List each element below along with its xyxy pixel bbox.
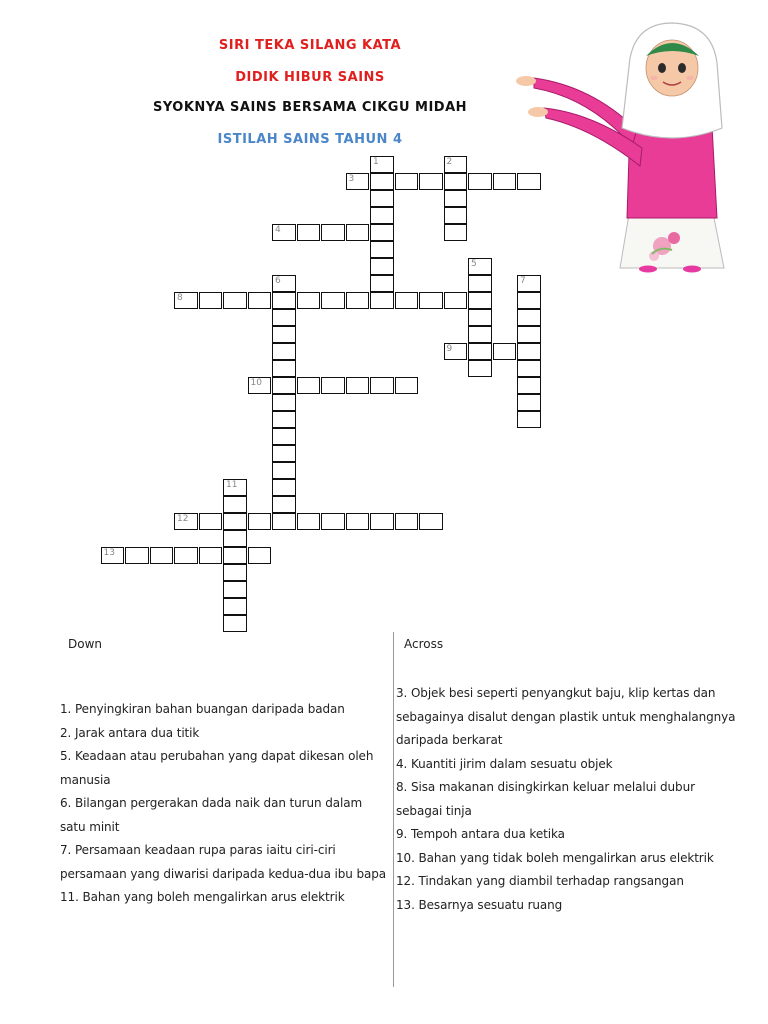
clue-number: 12	[177, 514, 189, 524]
crossword-cell[interactable]	[370, 190, 394, 207]
crossword-cell[interactable]	[223, 598, 247, 615]
crossword-cell[interactable]	[346, 224, 370, 241]
crossword-cell[interactable]	[223, 581, 247, 598]
crossword-cell[interactable]	[395, 513, 419, 530]
crossword-cell[interactable]	[272, 445, 296, 462]
across-clue: 12. Tindakan yang diambil terhadap rangsangan	[396, 874, 684, 888]
crossword-cell[interactable]	[468, 309, 492, 326]
crossword-cell[interactable]	[370, 241, 394, 258]
crossword-cell[interactable]	[321, 292, 345, 309]
crossword-cell[interactable]	[174, 547, 198, 564]
clue-number: 6	[275, 276, 281, 286]
across-clue-list	[396, 682, 736, 917]
across-clue: 10. Bahan yang tidak boleh mengalirkan arus elektrik	[396, 850, 714, 865]
down-clue: 2. Jarak antara dua titik	[60, 725, 200, 740]
crossword-cell[interactable]	[174, 513, 198, 530]
crossword-cell[interactable]	[248, 513, 272, 530]
crossword-cell[interactable]	[370, 292, 394, 309]
clue-number: 10	[250, 378, 262, 388]
crossword-cell[interactable]	[493, 343, 517, 360]
crossword-cell[interactable]	[444, 190, 468, 207]
title-istilah-sains: ISTILAH SAINS TAHUN 4	[217, 132, 403, 147]
crossword-cell[interactable]	[223, 292, 247, 309]
across-clue: 13. Besarnya sesuatu ruang	[396, 897, 563, 912]
crossword-cell[interactable]	[272, 513, 296, 530]
crossword-cell[interactable]	[444, 207, 468, 224]
crossword-cell[interactable]	[272, 309, 296, 326]
down-clue: 5. Keadaan atau perubahan yang dapat dikesan oleh manusia	[60, 749, 374, 787]
crossword-cell[interactable]	[444, 343, 468, 360]
across-heading: Across	[404, 637, 444, 651]
crossword-cell[interactable]	[370, 173, 394, 190]
across-clue: 3. Objek besi seperti penyangkut baju, klip kertas dan sebagainya disalut dengan plastik untuk menghalangnya daripada berkarat	[396, 686, 736, 747]
crossword-cell[interactable]	[370, 258, 394, 275]
crossword-cell[interactable]	[297, 377, 321, 394]
crossword-cell[interactable]	[297, 513, 321, 530]
crossword-cell[interactable]	[199, 547, 223, 564]
crossword-cell[interactable]	[223, 547, 247, 564]
crossword-cell[interactable]	[248, 547, 272, 564]
crossword-cell[interactable]	[272, 394, 296, 411]
down-clue: 7. Persamaan keadaan rupa paras iaitu ciri-ciri persamaan yang diwarisi daripada kedua-dua ibu bapa	[60, 843, 387, 881]
down-clue-list	[60, 698, 390, 910]
crossword-cell[interactable]	[419, 292, 443, 309]
crossword-cell[interactable]	[370, 156, 394, 173]
crossword-cell[interactable]	[321, 224, 345, 241]
crossword-cell[interactable]	[517, 275, 541, 292]
clue-number: 13	[103, 548, 115, 558]
crossword-cell[interactable]	[223, 564, 247, 581]
crossword-cell[interactable]	[370, 275, 394, 292]
column-divider	[393, 632, 394, 987]
crossword-cell[interactable]	[272, 343, 296, 360]
crossword-cell[interactable]	[346, 292, 370, 309]
crossword-cell[interactable]	[517, 292, 541, 309]
clue-number: 3	[348, 174, 355, 184]
clue-number: 8	[177, 293, 183, 303]
across-clue: 4. Kuantiti jirim dalam sesuatu objek	[396, 756, 613, 771]
crossword-cell[interactable]	[419, 173, 443, 190]
crossword-cell[interactable]	[150, 547, 174, 564]
crossword-cell[interactable]	[272, 292, 296, 309]
crossword-cell[interactable]	[297, 224, 321, 241]
crossword-cell[interactable]	[346, 173, 370, 190]
crossword-cell[interactable]	[493, 173, 517, 190]
crossword-cell[interactable]	[517, 411, 541, 428]
title-siri-teka-silang-kata: SIRI TEKA SILANG KATA	[218, 38, 402, 53]
crossword-cell[interactable]	[101, 547, 125, 564]
clue-number: 4	[275, 225, 281, 235]
crossword-cell[interactable]	[272, 377, 296, 394]
clue-number: 11	[226, 480, 238, 490]
crossword-cell[interactable]	[395, 377, 419, 394]
clue-number: 5	[471, 259, 477, 269]
crossword-cell[interactable]	[370, 224, 394, 241]
crossword-cell[interactable]	[321, 513, 345, 530]
down-clue: 1. Penyingkiran bahan buangan daripada badan	[60, 702, 345, 716]
crossword-cell[interactable]	[272, 496, 296, 513]
crossword-cell[interactable]	[223, 513, 247, 530]
crossword-cell[interactable]	[223, 479, 247, 496]
crossword-cell[interactable]	[444, 224, 468, 241]
crossword-cell[interactable]	[444, 156, 468, 173]
crossword-cell[interactable]	[346, 513, 370, 530]
crossword-cell[interactable]	[223, 615, 247, 632]
crossword-cell[interactable]	[517, 309, 541, 326]
crossword-cell[interactable]	[272, 462, 296, 479]
across-clue: 9. Tempoh antara dua ketika	[396, 827, 565, 841]
crossword-cell[interactable]	[517, 343, 541, 360]
crossword-cell[interactable]	[395, 173, 419, 190]
crossword-cell[interactable]	[468, 258, 492, 275]
crossword-cell[interactable]	[223, 496, 247, 513]
crossword-cell[interactable]	[517, 173, 541, 190]
crossword-cell[interactable]	[468, 173, 492, 190]
title-didik-hibur-sains: DIDIK HIBUR SAINS	[235, 70, 385, 85]
crossword-cell[interactable]	[517, 326, 541, 343]
down-heading: Down	[68, 637, 103, 651]
across-clue: 8. Sisa makanan disingkirkan keluar melalui dubur sebagai tinja	[396, 780, 695, 818]
crossword-cell[interactable]	[272, 360, 296, 377]
crossword-cell[interactable]	[468, 326, 492, 343]
clue-number: 9	[446, 344, 453, 354]
crossword-cell[interactable]	[125, 547, 149, 564]
clue-number: 2	[446, 157, 453, 167]
crossword-cell[interactable]	[272, 275, 296, 292]
down-clue: 6. Bilangan pergerakan dada naik dan turun dalam satu minit	[60, 796, 363, 834]
crossword-cell[interactable]	[248, 377, 272, 394]
crossword-cell[interactable]	[370, 513, 394, 530]
crossword-cell[interactable]	[517, 360, 541, 377]
crossword-cell[interactable]	[174, 292, 198, 309]
title-syoknya-sains: SYOKNYA SAINS BERSAMA CIKGU MIDAH	[152, 100, 468, 115]
crossword-cell[interactable]	[346, 377, 370, 394]
crossword-cell[interactable]	[297, 292, 321, 309]
crossword-cell[interactable]	[444, 173, 468, 190]
crossword-cell[interactable]	[272, 411, 296, 428]
crossword-cell[interactable]	[395, 292, 419, 309]
crossword-cell[interactable]	[223, 530, 247, 547]
crossword-cell[interactable]	[444, 292, 468, 309]
down-clue: 11. Bahan yang boleh mengalirkan arus elektrik	[60, 890, 345, 904]
crossword-cell[interactable]	[370, 377, 394, 394]
crossword-cell[interactable]	[468, 292, 492, 309]
crossword-cell[interactable]	[321, 377, 345, 394]
clue-number: 7	[520, 276, 526, 286]
crossword-cell[interactable]	[272, 428, 296, 445]
crossword-cell[interactable]	[517, 394, 541, 411]
crossword-cell[interactable]	[370, 207, 394, 224]
crossword-cell[interactable]	[468, 275, 492, 292]
clue-number: 1	[373, 157, 379, 167]
crossword-cell[interactable]	[272, 479, 296, 496]
crossword-cell[interactable]	[272, 224, 296, 241]
crossword-cell[interactable]	[199, 513, 223, 530]
crossword-cell[interactable]	[468, 343, 492, 360]
crossword-cell[interactable]	[517, 377, 541, 394]
crossword-cell[interactable]	[248, 292, 272, 309]
crossword-cell[interactable]	[199, 292, 223, 309]
crossword-cell[interactable]	[468, 360, 492, 377]
crossword-cell[interactable]	[272, 326, 296, 343]
crossword-cell[interactable]	[419, 513, 443, 530]
